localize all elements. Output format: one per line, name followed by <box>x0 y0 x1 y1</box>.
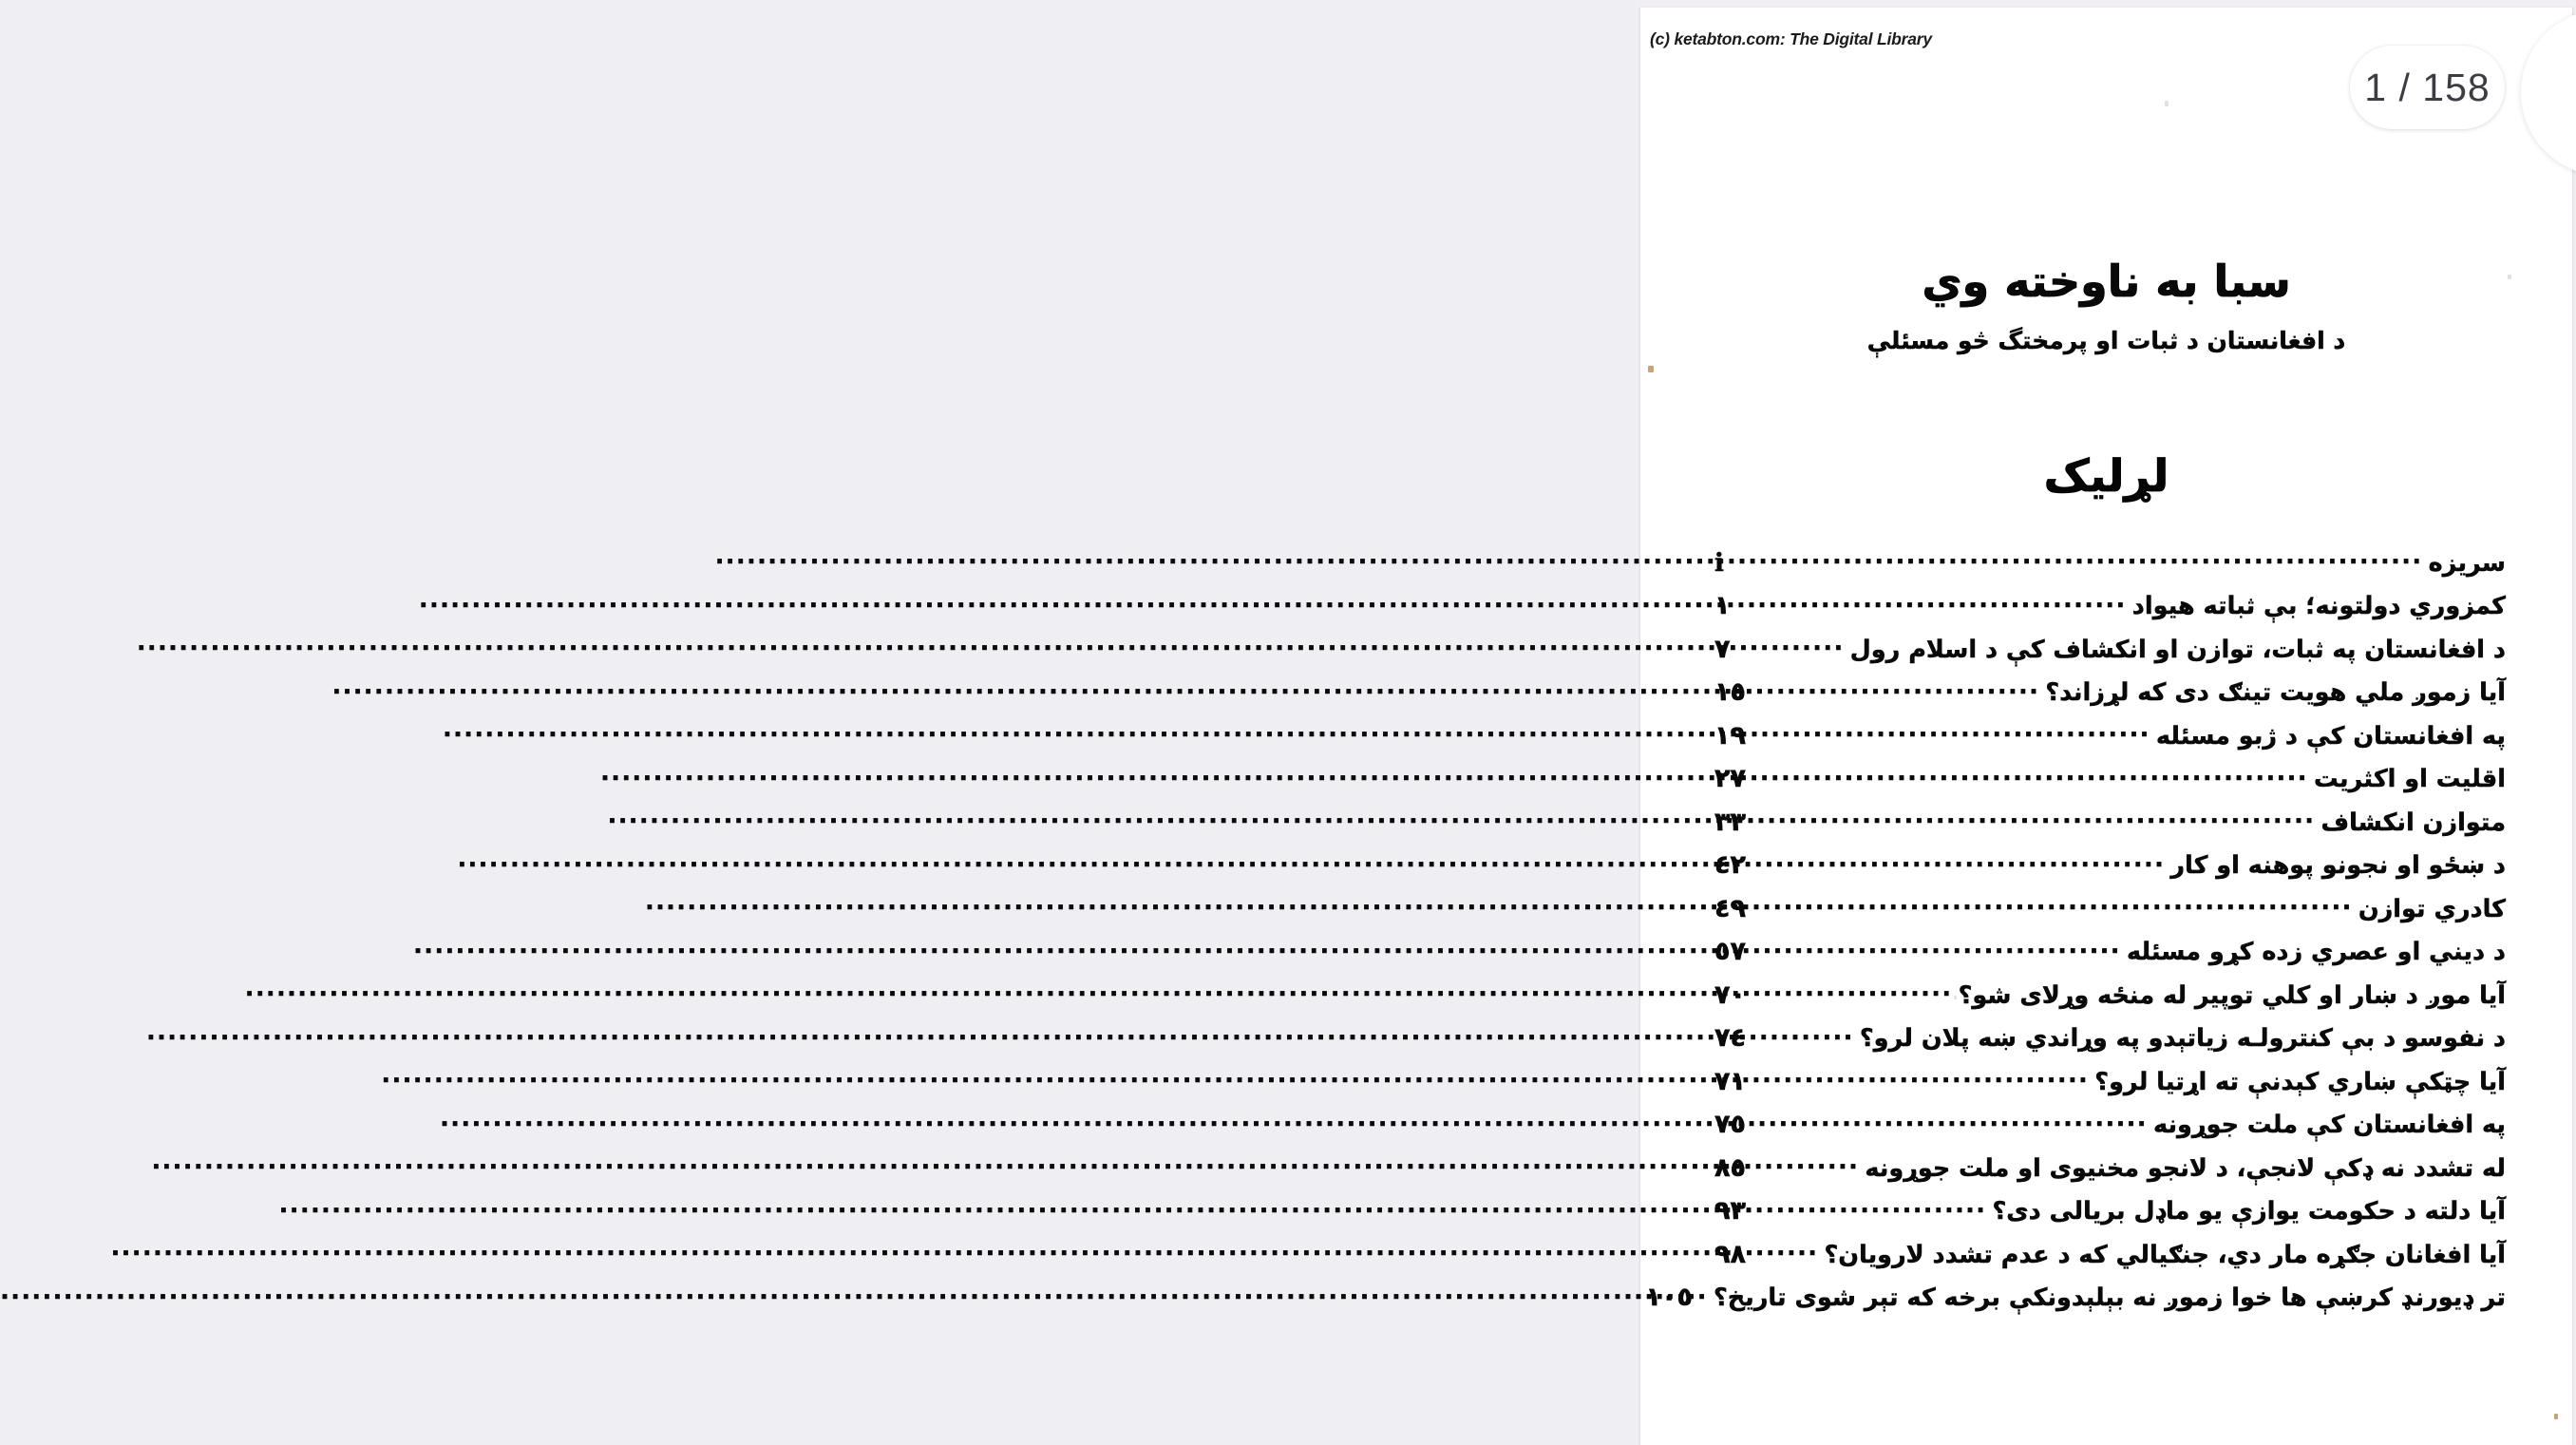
toc-entry-page-number: ٩٨ <box>1714 1239 1746 1269</box>
toc-entry-title: آيا چټکې ښاري کېدنې ته اړتيا لرو؟ <box>2094 1067 2506 1096</box>
toc-dot-leader <box>1752 892 2353 917</box>
toc-entry-page-number: ٥٧ <box>1714 937 1746 966</box>
toc-entry-title: آيا افغانان جګړه مار دي، جنګيالي که د عدم تشدد لارويان؟ <box>1824 1240 2506 1269</box>
table-of-contents-heading: لړليک <box>2043 450 2169 503</box>
toc-entry-title: په افغانستان کې د ژبو مسئله <box>2155 721 2506 751</box>
document-page-sheet <box>1639 8 2573 1445</box>
toc-entry-page-number: i <box>1714 548 1724 578</box>
toc-entry-page-number: ٤٢ <box>1714 850 1746 880</box>
toc-entry[interactable] <box>1714 1065 2506 1109</box>
toc-dot-leader <box>1752 719 2150 744</box>
ketabton-watermark: (c) ketabton.com: The Digital Library <box>1650 29 1932 48</box>
toc-entry[interactable] <box>1714 676 2506 720</box>
toc-dot-leader <box>1752 1109 2148 1133</box>
toc-entry[interactable] <box>1714 979 2506 1022</box>
toc-dot-leader <box>1752 1195 1987 1220</box>
toc-dot-leader <box>1735 633 1844 657</box>
toc-dot-leader <box>1752 763 2308 788</box>
toc-entry-title: آيا دلته د حکومت يوازې يو ماډل بريالی دی؟ <box>1992 1197 2506 1226</box>
toc-entry-title: متوازن انکشاف <box>2320 808 2506 837</box>
toc-dot-leader <box>1752 849 2165 874</box>
toc-dot-leader <box>1752 979 1953 1003</box>
toc-entry-title: آيا زموږ ملي هويت تينګ دی که لړزاند؟ <box>2045 678 2506 707</box>
toc-entry-page-number: ١٩ <box>1714 720 1746 751</box>
toc-dot-leader <box>1752 676 2039 701</box>
toc-entry-page-number: ٩٣ <box>1714 1196 1746 1226</box>
toc-entry[interactable] <box>1714 1238 2506 1282</box>
toc-entry-title: په افغانستان کې ملت جوړونه <box>2153 1111 2506 1139</box>
toc-entry[interactable] <box>1645 1282 2506 1325</box>
page-number-label: 1 / 158 <box>2364 65 2491 109</box>
toc-entry[interactable] <box>1714 806 2506 849</box>
toc-entry[interactable] <box>1714 892 2506 936</box>
toc-dot-leader <box>1752 936 2121 960</box>
toc-entry[interactable] <box>1714 1022 2506 1066</box>
toc-entry-title: د نفوسو د بې کنترولـه زياتېدو په وړاندي ښه پلان لرو؟ <box>1859 1024 2506 1053</box>
toc-entry[interactable] <box>1714 1151 2506 1195</box>
toc-entry-page-number: ١ <box>1714 591 1731 620</box>
toc-entry-page-number: ٧٤ <box>1714 1023 1746 1053</box>
toc-entry-page-number: ٢٧ <box>1714 764 1746 793</box>
toc-entry-title: تر ډيورنډ کرښې ها خوا زموږ نه بېلېدونکې برخه که تېر شوی تاريخ؟ <box>1714 1283 2506 1312</box>
toc-entry[interactable] <box>1714 763 2506 807</box>
page-number-indicator[interactable] <box>2350 46 2505 129</box>
toc-entry-title: د افغانستان په ثبات، توازن او انکشاف کې د اسلام رول <box>1849 635 2506 664</box>
toc-entry-page-number: ١٠٥ <box>1645 1283 1693 1312</box>
toc-entry-title: کادري توازن <box>2358 894 2506 923</box>
toc-dot-leader <box>1735 590 2126 615</box>
toc-entry-title: د ديني او عصري زده کړو مسئله <box>2127 938 2506 966</box>
book-page-content <box>1640 8 2572 1445</box>
toc-entry-title: اقليت او اکثريت <box>2313 765 2506 793</box>
toc-entry[interactable] <box>1714 849 2506 893</box>
toc-entry-page-number: ٧ <box>1714 634 1731 664</box>
toc-entry-page-number: ٤٩ <box>1714 893 1746 923</box>
toc-entry[interactable] <box>1714 590 2506 634</box>
toc-entry[interactable] <box>1714 1195 2506 1239</box>
book-title: سبا به ناوخته وي <box>1922 256 2291 307</box>
toc-entry[interactable] <box>1714 546 2506 590</box>
toc-entry-title: د ښځو او نجونو پوهنه او کار <box>2170 851 2506 880</box>
table-of-contents-list <box>1645 546 2506 1324</box>
toc-entry-title: کمزوري دولتونه؛ بې ثباته هيواد <box>2131 592 2506 620</box>
toc-dot-leader <box>1698 1282 1708 1306</box>
toc-entry-page-number: ٧٥ <box>1714 1110 1746 1139</box>
toc-dot-leader <box>1752 1238 1818 1263</box>
toc-dot-leader <box>1752 1022 1854 1047</box>
book-subtitle: د افغانستان د ثبات او پرمختگ څو مسئلې <box>1866 327 2346 354</box>
toc-dot-leader <box>1752 1151 1859 1176</box>
toc-entry[interactable] <box>1714 1109 2506 1152</box>
toc-entry-page-number: ٧٠ <box>1714 979 1746 1010</box>
toc-dot-leader <box>1752 806 2315 830</box>
toc-entry-page-number: ٧١ <box>1714 1066 1746 1096</box>
toc-entry[interactable] <box>1714 719 2506 763</box>
toc-entry[interactable] <box>1714 936 2506 979</box>
toc-entry-title: آيا موږ د ښار او کلي توپير له منځه وړلای شو؟ <box>1958 980 2506 1010</box>
toc-entry-page-number: ١٥ <box>1714 677 1746 707</box>
toc-entry-title: سريزه <box>2428 548 2506 578</box>
toc-entry-title: له تشدد نه ډکې لانجې، د لانجو مخنيوی او ملت جوړونه <box>1865 1153 2506 1183</box>
toc-dot-leader <box>1752 1065 2089 1090</box>
toc-entry[interactable] <box>1714 633 2506 676</box>
toc-entry-page-number: ٣٣ <box>1714 807 1746 837</box>
toc-dot-leader <box>1729 546 2422 571</box>
toc-entry-page-number: ٨٥ <box>1714 1152 1746 1183</box>
